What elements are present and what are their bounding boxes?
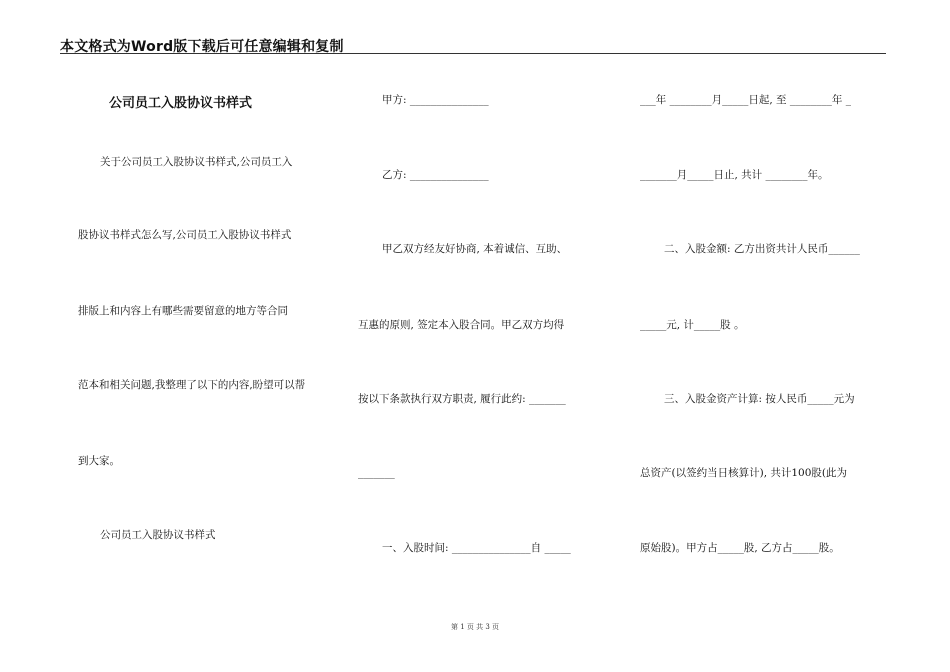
column3-line-5: 三、入股金资产计算: 按人民币_____元为 — [664, 393, 855, 405]
column1-line-6: 公司员工入股协议书样式 — [100, 529, 216, 541]
column3-line-4: _____元, 计_____股 。 — [640, 319, 745, 331]
page-number-footer: 第 1 页 共 3 页 — [450, 623, 500, 631]
column3-line-2: _______月_____日止, 共计 ________年。 — [640, 169, 829, 181]
document-header: 本文格式为Word版下载后可任意编辑和复制 — [60, 39, 344, 55]
column3-line-1: ___年 ________月_____日起, 至 ________年 _ — [640, 94, 851, 106]
column1-line-4: 范本和相关问题,我整理了以下的内容,盼望可以帮 — [78, 379, 306, 391]
column2-line-2: 乙方: _______________ — [382, 169, 489, 181]
column2-line-5: 按以下条款执行双方职责, 履行此约: _______ — [358, 393, 566, 405]
column3-line-3: 二、入股金额: 乙方出资共计人民币______ — [664, 243, 860, 255]
column1-line-5: 到大家。 — [78, 455, 120, 467]
column2-line-4: 互惠的原则, 签定本入股合同。甲乙双方均得 — [358, 319, 565, 331]
column2-line-3: 甲乙双方经友好协商, 本着诚信、互助、 — [382, 243, 568, 255]
column1-line-2: 股协议书样式怎么写,公司员工入股协议书样式 — [78, 229, 292, 241]
column1-line-1: 关于公司员工入股协议书样式,公司员工入 — [100, 156, 293, 168]
column3-line-6: 总资产(以签约当日核算计), 共计100股(此为 — [640, 467, 848, 479]
column3-line-7: 原始股)。甲方占_____股, 乙方占_____股。 — [640, 542, 840, 554]
column2-line-7: 一、入股时间: _______________自 _____ — [382, 542, 571, 554]
header-divider — [60, 53, 886, 54]
column2-line-6: _______ — [358, 467, 395, 479]
document-title: 公司员工入股协议书样式 — [109, 96, 253, 111]
column1-line-3: 排版上和内容上有哪些需要留意的地方等合同 — [78, 305, 288, 317]
column2-line-1: 甲方: _______________ — [382, 94, 489, 106]
